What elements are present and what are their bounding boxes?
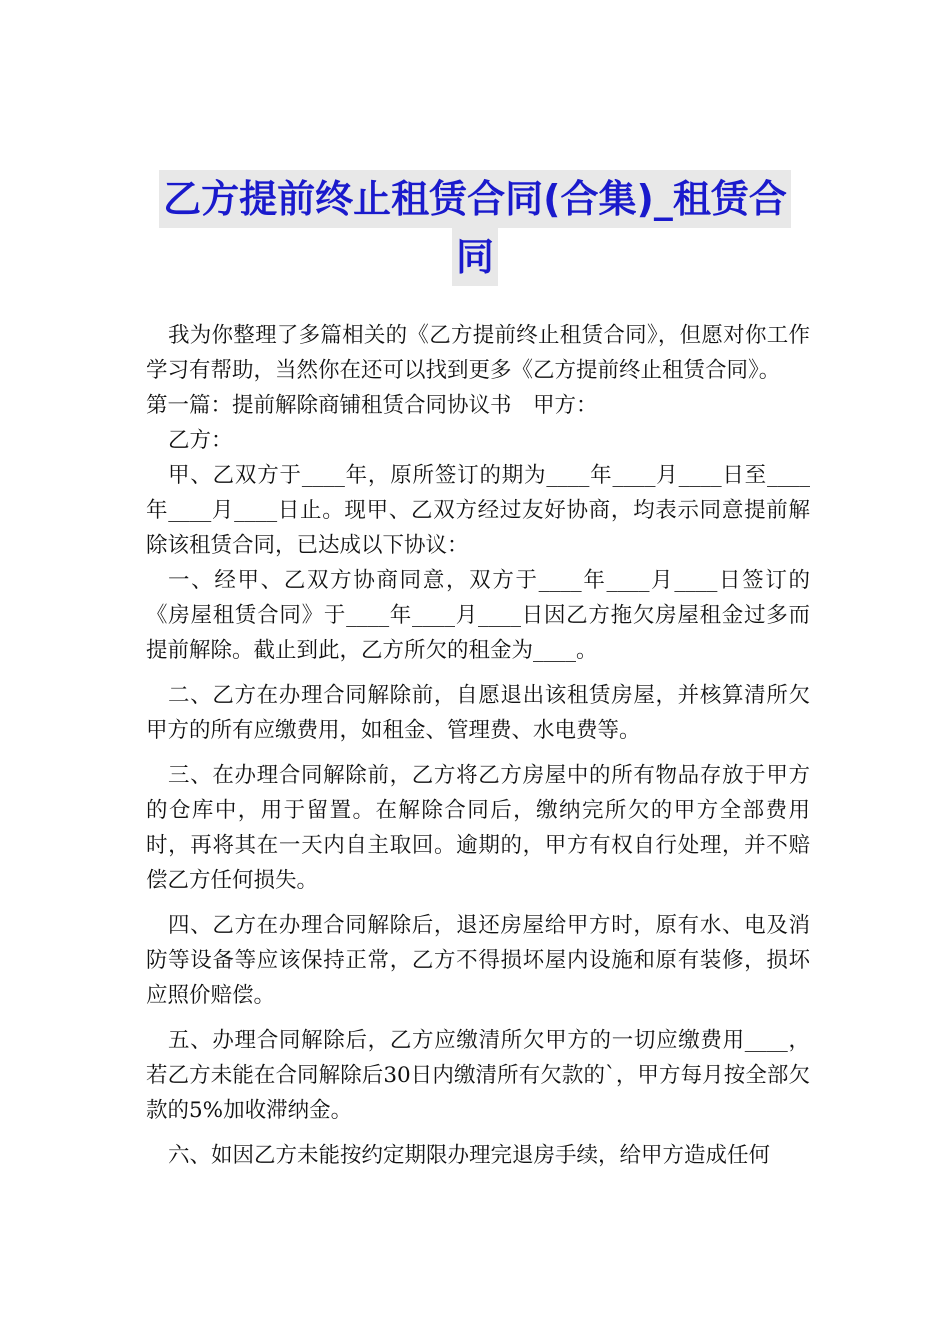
clause-1: 一、经甲、乙双方协商同意，双方于____年____月____日签订的《房屋租赁合同》于____年____月____日因乙方拖欠房屋租金过多而提前解除。截止到此，乙方所欠的租金为____。 — [146, 568, 810, 663]
document-body — [146, 318, 810, 1173]
clause-5: 五、办理合同解除后，乙方应缴清所欠甲方的一切应缴费用____，若乙方未能在合同解除后30日内缴清所有欠款的`，甲方每月按全部欠款的5%加收滞纳金。 — [146, 1028, 810, 1123]
title-line-1: 乙方提前终止租赁合同(合集)_租赁合 — [159, 170, 791, 228]
clause-2: 二、乙方在办理合同解除前，自愿退出该租赁房屋，并核算清所欠甲方的所有应缴费用，如租金、管理费、水电费等。 — [146, 683, 810, 743]
section-heading: 第一篇：提前解除商铺租赁合同协议书 甲方： — [146, 393, 598, 418]
clause-6: 六、如因乙方未能按约定期限办理完退房手续，给甲方造成任何 — [168, 1143, 771, 1168]
intro-paragraph: 我为你整理了多篇相关的《乙方提前终止租赁合同》，但愿对你工作学习有帮助，当然你在还可以找到更多《乙方提前终止租赁合同》。 — [146, 323, 810, 383]
clause-4: 四、乙方在办理合同解除后，退还房屋给甲方时，原有水、电及消防等设备等应该保持正常，乙方不得损坏屋内设施和原有装修，损坏应照价赔偿。 — [146, 913, 810, 1008]
party-b-label: 乙方： — [168, 428, 233, 453]
document-title — [150, 170, 800, 286]
preamble-paragraph: 甲、乙双方于____年，原所签订的期为____年____月____日至____年____月____日止。现甲、乙双方经过友好协商，均表示同意提前解除该租赁合同，已达成以下协议： — [146, 463, 810, 558]
title-line-2: 同 — [452, 228, 498, 286]
clause-3: 三、在办理合同解除前，乙方将乙方房屋中的所有物品存放于甲方的仓库中，用于留置。在解除合同后，缴纳完所欠的甲方全部费用时，再将其在一天内自主取回。逾期的，甲方有权自行处理，并不赔偿乙方任何损失。 — [146, 763, 810, 893]
